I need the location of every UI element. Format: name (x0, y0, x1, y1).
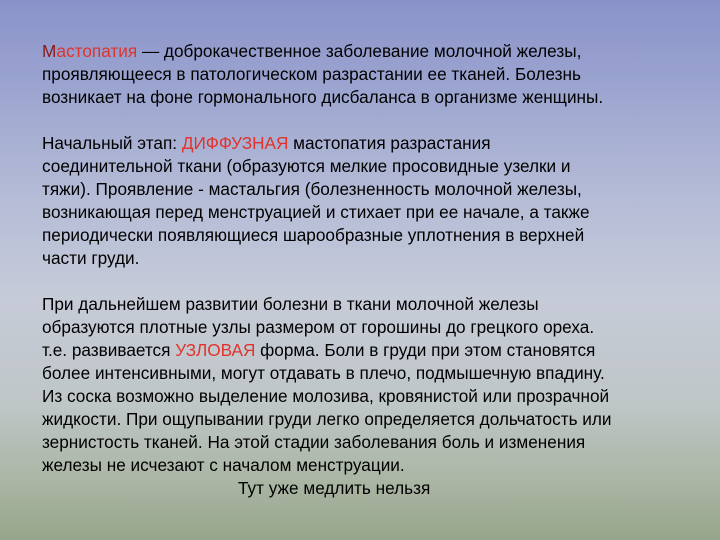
initial-stage-line-1 (42, 132, 714, 155)
definition-text: — доброкачественное заболевание молочной железы, (137, 41, 582, 61)
nodular-stage-line-7: зернистость тканей. На этой стадии заболевания боль и изменения (42, 432, 586, 452)
paragraph-nodular-stage (42, 293, 714, 500)
nodular-stage-line-1: При дальнейшем развитии болезни в ткани молочной железы (42, 294, 539, 314)
initial-stage-line-6: части груди. (42, 248, 140, 268)
nodular-stage-line-5: Из соска возможно выделение молозива, кровянистой или прозрачной (42, 386, 610, 406)
initial-stage-line-5: периодически появляющиеся шарообразные уплотнения в верхней (42, 225, 585, 245)
initial-stage-line-2: соединительной ткани (образуются мелкие просовидные узелки и (42, 156, 571, 176)
nodular-stage-line-8: железы не исчезают с началом менструации. (42, 455, 405, 475)
urgent-warning-line: Тут уже медлить нельзя (238, 478, 431, 498)
definition-line-2: проявляющееся в патологическом разрастании ее тканей. Болезнь (42, 64, 581, 84)
term-mastopathy: астопатия (56, 41, 138, 61)
initial-stage-text: мастопатия разрастания (288, 133, 491, 153)
paragraph-gap (42, 270, 714, 293)
slide-content (42, 40, 714, 510)
nodular-form-highlight: УЗЛОВАЯ (175, 340, 256, 360)
initial-stage-line-3: тяжи). Проявление - мастальгия (болезненность молочной железы, (42, 179, 582, 199)
initial-stage-line-4: возникающая перед менструацией и стихает при ее начале, а также (42, 202, 590, 222)
nodular-stage-text: форма. Боли в груди при этом становятся (255, 340, 596, 360)
nodular-stage-line-3 (42, 339, 714, 362)
nodular-stage-line-2: образуются плотные узлы размером от горошины до грецкого ореха. (42, 317, 595, 337)
diffuse-form-highlight: ДИФФУЗНАЯ (181, 133, 289, 153)
nodular-stage-lead: т.е. развивается (42, 340, 176, 360)
paragraph-initial-stage (42, 132, 714, 270)
term-first-letter: М (42, 41, 57, 61)
nodular-stage-line-4: более интенсивными, могут отдавать в плечо, подмышечную впадину. (42, 363, 605, 383)
initial-stage-label: Начальный этап: (42, 133, 182, 153)
definition-line-3: возникает на фоне гормонального дисбаланса в организме женщины. (42, 87, 604, 107)
definition-line-1 (42, 40, 714, 63)
nodular-stage-line-6: жидкости. При ощупывании груди легко определяется дольчатость или (42, 409, 612, 429)
paragraph-gap (42, 109, 714, 132)
paragraph-definition (42, 40, 714, 109)
